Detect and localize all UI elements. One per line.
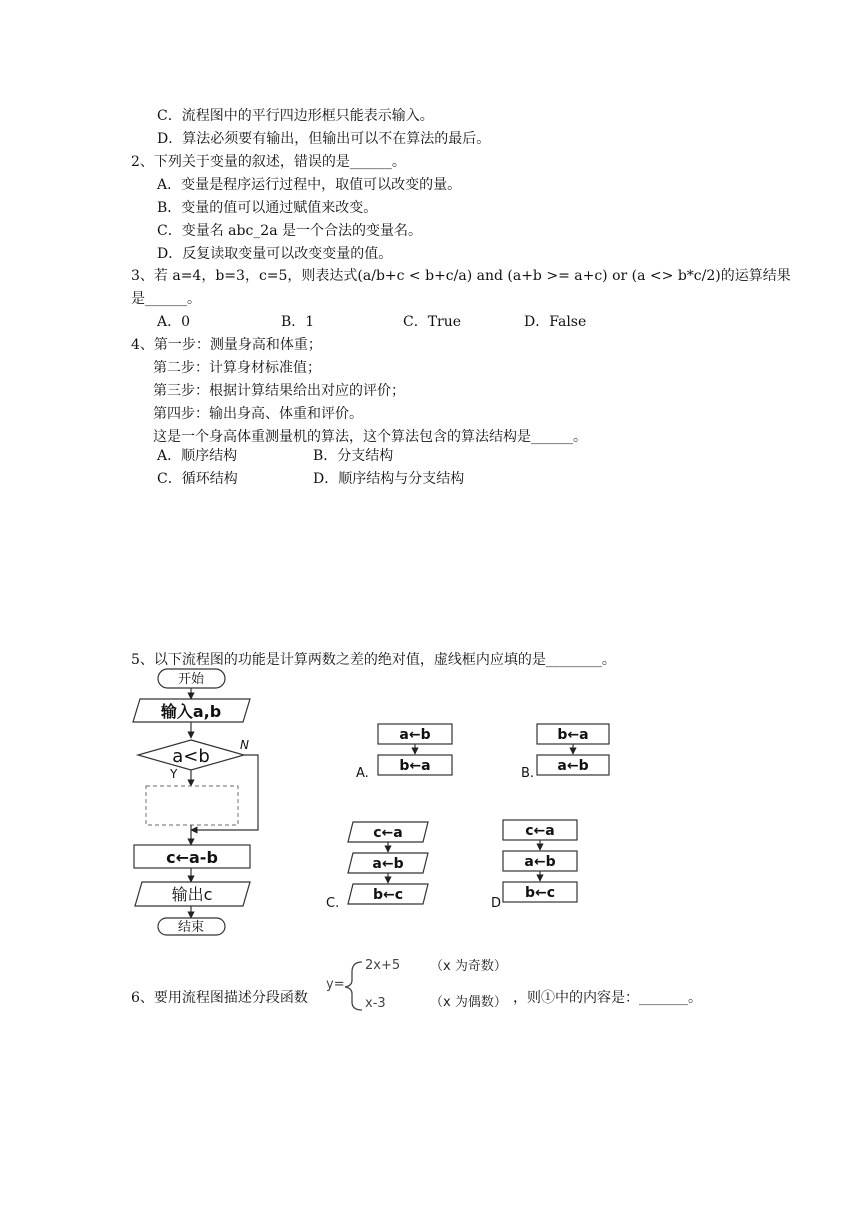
q6-tail: ，则①中的内容是：_______。 — [513, 990, 702, 1006]
flow-no-label: N — [240, 738, 249, 752]
q2-stem: 2、下列关于变量的叙述，错误的是______。 — [131, 154, 406, 170]
choice-a-label: A. — [356, 766, 369, 781]
q4-option-c: C．循环结构 — [157, 471, 238, 487]
piecewise-function — [326, 958, 507, 1011]
q5-stem: 5、以下流程图的功能是计算两数之差的绝对值，虚线框内应填的是________。 — [131, 652, 616, 668]
choice-a-top: a←b — [399, 727, 431, 743]
choice-d-label: D — [491, 896, 502, 911]
q4-option-d: D．顺序结构与分支结构 — [313, 471, 465, 487]
q3-option-b: B．1 — [281, 314, 315, 330]
q4-option-b: B．分支结构 — [313, 448, 394, 464]
case-1-cond: （x 为奇数） — [430, 959, 507, 974]
q2-option-a: A．变量是程序运行过程中，取值可以改变的量。 — [157, 177, 462, 193]
q2-option-b: B．变量的值可以通过赋值来改变。 — [157, 200, 378, 216]
choice-c-label: C. — [326, 896, 340, 911]
choice-c-item-3: b←c — [372, 887, 404, 903]
q4-step-2: 第二步：计算身材标准值； — [153, 360, 321, 376]
brace-icon — [345, 962, 362, 1010]
case-2-expr: x-3 — [365, 996, 386, 1011]
q4-step-1: 4、第一步：测量身高和体重； — [131, 337, 322, 353]
q1-option-c: C．流程图中的平行四边形框只能表示输入。 — [157, 108, 434, 124]
flow-assign-label: c←a-b — [166, 848, 218, 867]
q4-stem: 这是一个身高体重测量机的算法，这个算法包含的算法结构是______。 — [153, 429, 587, 445]
func-y: y= — [326, 977, 345, 992]
q3-option-a: A．0 — [157, 314, 191, 330]
choice-b-bottom: a←b — [557, 758, 589, 774]
q3-stem-line2: 是______。 — [131, 291, 201, 307]
flow-dashed-box — [146, 786, 238, 825]
q1-option-d: D．算法必须要有输出，但输出可以不在算法的最后。 — [157, 131, 491, 147]
q4-option-a: A．顺序结构 — [157, 448, 238, 464]
q3-option-c: C．True — [403, 314, 462, 330]
choice-c-item-1: c←a — [373, 825, 403, 841]
q3-option-d: D．False — [524, 314, 587, 330]
flow-start-label: 开始 — [177, 672, 205, 687]
choice-d-item-1: c←a — [525, 823, 555, 839]
flow-input-label: 输入a,b — [160, 702, 222, 721]
flow-yes-label: Y — [170, 767, 178, 781]
flow-output-label: 输出c — [171, 885, 213, 904]
q3-stem-line1: 3、若 a=4，b=3，c=5，则表达式(a/b+c < b+c/a) and (a+b >= a+c) or (a <> b*c/2)的运算结果 — [131, 268, 791, 284]
q6-stem: 6、要用流程图描述分段函数 — [131, 990, 308, 1006]
choice-b-top: b←a — [557, 727, 589, 743]
flow-cond-label: a<b — [172, 746, 210, 767]
choice-d-item-3: b←c — [524, 885, 556, 901]
case-2-cond: （x 为偶数） — [430, 995, 507, 1010]
case-1-expr: 2x+5 — [365, 958, 401, 973]
flow-end-label: 结束 — [177, 920, 205, 935]
choice-a-bottom: b←a — [399, 758, 431, 774]
q2-option-c: C．变量名 abc_2a 是一个合法的变量名。 — [157, 223, 423, 239]
choice-b-label: B. — [521, 766, 535, 781]
choice-d-item-2: a←b — [524, 854, 556, 870]
q4-step-3: 第三步：根据计算结果给出对应的评价； — [153, 383, 405, 399]
q4-step-4: 第四步：输出身高、体重和评价。 — [153, 406, 363, 422]
q2-option-d: D．反复读取变量可以改变变量的值。 — [157, 246, 393, 262]
choice-c-item-2: a←b — [372, 856, 404, 872]
